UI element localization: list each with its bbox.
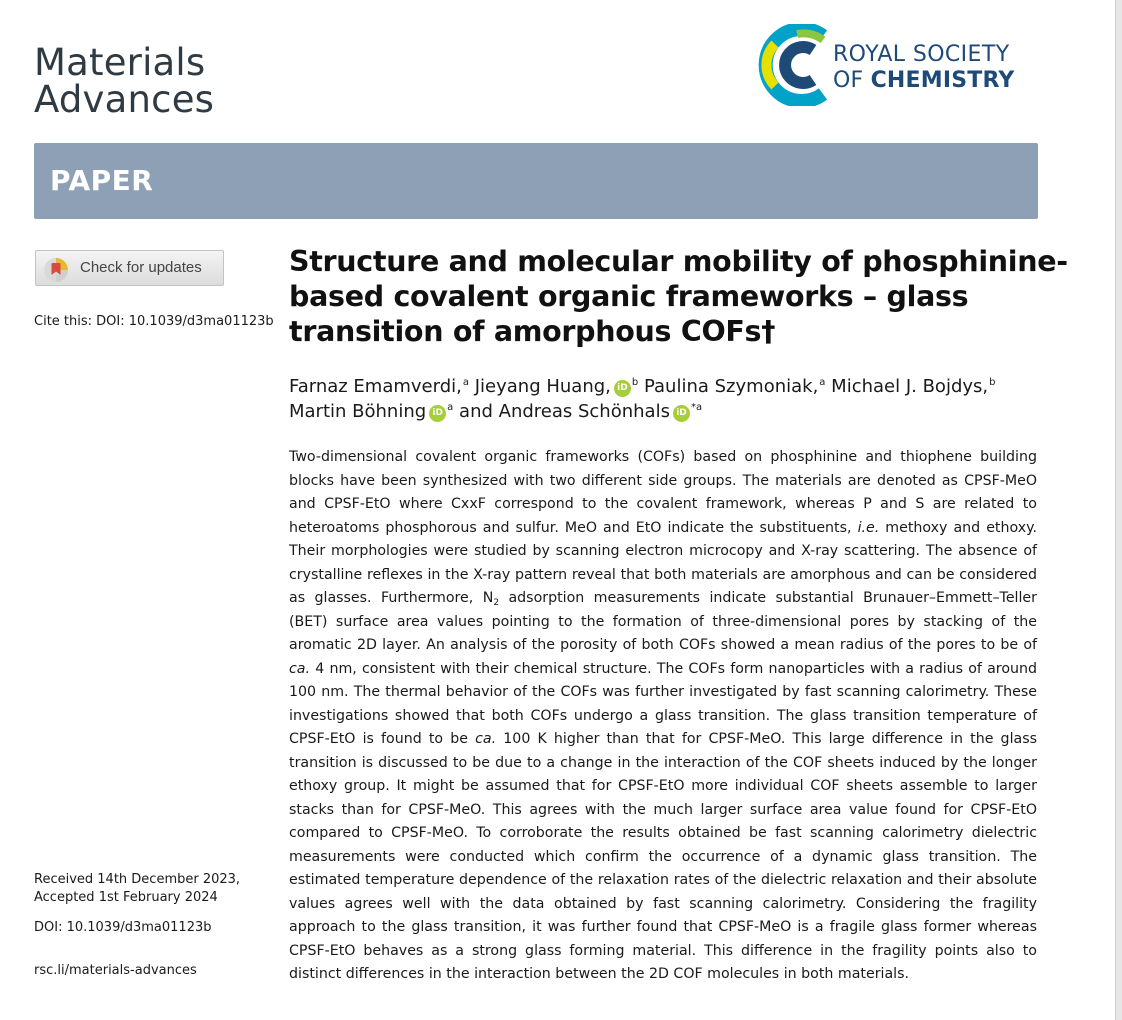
- received-dates: [34, 871, 240, 907]
- title-line: Structure and molecular mobility of phosphinine-: [289, 245, 1068, 278]
- abstract-line: estimated temperature dependence of the relaxation rates of the dielectric relaxation and their absolute: [289, 872, 1037, 888]
- abstract-line: stacks than for CPSF-MeO. This agrees with the much larger surface area value found for CPSF-EtO: [289, 801, 1037, 818]
- rsc-logo-icon: [757, 24, 833, 106]
- abstract-line: crystalline reflexes in the X-ray pattern reveal that both materials are amorphous and can be considered: [289, 566, 1037, 583]
- cite-label: Cite this:: [34, 314, 93, 329]
- abstract-line: compared to CPSF-MeO. To corroborate the results obtained be fast scanning calorimetry dielectric: [289, 825, 1037, 841]
- orcid-icon[interactable]: iD: [673, 405, 690, 422]
- abstract-line: investigations showed that both COFs undergo a glass transition. The glass transition temperature of: [289, 707, 1037, 724]
- citation: [34, 314, 274, 329]
- author-name[interactable]: and Andreas Schönhals: [459, 401, 670, 422]
- journal-name: [34, 41, 215, 121]
- author-affiliation: a: [819, 377, 826, 388]
- rsc-logo[interactable]: [757, 24, 1042, 106]
- abstract-line: ca. 4 nm, consistent with their chemical structure. The COFs form nanoparticles with a radius of around: [289, 660, 1037, 677]
- author-affiliation: a: [462, 377, 469, 388]
- orcid-icon[interactable]: iD: [429, 405, 446, 422]
- author-affiliation: b: [631, 377, 639, 388]
- author-name[interactable]: Martin Böhning: [289, 401, 427, 422]
- author-line: [289, 370, 1049, 395]
- cite-doi[interactable]: DOI: 10.1039/d3ma01123b: [96, 314, 274, 329]
- article-type-label: PAPER: [50, 164, 154, 197]
- abstract-line: CPSF-EtO behaves as a strong glass forming material. This difference in the fragility points also to: [289, 942, 1037, 959]
- page-edge: [1116, 0, 1122, 1020]
- journal-name-line2: Advances: [34, 78, 215, 121]
- rsc-logo-line2: [833, 69, 1015, 93]
- abstract: [289, 446, 1037, 987]
- abstract-line: blocks have been synthesized with two different side groups. The materials are denoted as CPSF-MeO: [289, 472, 1037, 489]
- abstract-line: transition is discussed to be due to a change in the interaction of the COF sheets induced by the longer: [289, 754, 1037, 771]
- title-line: transition of amorphous COFs†: [289, 315, 776, 348]
- journal-name-line1: Materials: [34, 41, 206, 84]
- abstract-line: distinct differences in the interaction between the 2D COF molecules in both materials.: [289, 966, 910, 982]
- title-line: based covalent organic frameworks – glass: [289, 280, 969, 313]
- check-for-updates-label: Check for updates: [80, 259, 202, 276]
- check-for-updates-button[interactable]: [35, 250, 224, 286]
- author-line: [289, 395, 1049, 420]
- abstract-line: Their morphologies were studied by scanning electron microcopy and X-ray scattering. The absence of: [289, 543, 1037, 559]
- article-type-banner: [34, 143, 1038, 219]
- author-name[interactable]: Jieyang Huang,: [474, 376, 611, 397]
- abstract-line: measurements were conducted which confirm the occurrence of a dynamic glass transition. The: [289, 848, 1037, 865]
- abstract-line: aromatic 2D layer. An analysis of the porosity of both COFs showed a mean radius of the pores to be of: [289, 637, 1037, 653]
- abstract-line: ethoxy group. It might be assumed that for CPSF-EtO more individual COF sheets assemble to larger: [289, 778, 1037, 794]
- author-affiliation: a: [447, 402, 454, 413]
- abstract-line: (BET) surface area values pointing to the formation of three-dimensional pores by stacking of the: [289, 613, 1037, 630]
- author-affiliation: b: [989, 377, 996, 388]
- abstract-line: approach to the glass transition, it was further found that CPSF-MeO is a fragile glass former whereas: [289, 919, 1037, 935]
- orcid-icon[interactable]: iD: [614, 380, 631, 397]
- abstract-line: values agrees well with the data obtained by fast scanning calorimetry. Considering the fragility: [289, 895, 1037, 912]
- accepted-date: Accepted 1st February 2024: [34, 890, 218, 905]
- abstract-line: Two-dimensional covalent organic frameworks (COFs) based on phosphinine and thiophene building: [289, 449, 1037, 465]
- abstract-line: and CPSF-EtO where CxxF correspond to the covalent framework, whereas P and S are related to: [289, 496, 1037, 512]
- article-title: [289, 244, 1068, 349]
- crossmark-icon: [43, 257, 69, 287]
- author-name[interactable]: Paulina Szymoniak,: [643, 376, 819, 397]
- author-list: [289, 370, 1049, 420]
- abstract-line: 100 nm. The thermal behavior of the COFs was further investigated by fast scanning calorimetry. These: [289, 684, 1037, 700]
- abstract-line: as glasses. Furthermore, $N_2$ adsorption measurements indicate substantial Brunauer–Emmett–Teller: [289, 590, 1037, 608]
- author-name[interactable]: Michael J. Bojdys,: [831, 376, 989, 397]
- abstract-line: heteroatoms phosphorous and sulfur. MeO and EtO indicate the substituents, i.e. methoxy and ethoxy.: [289, 519, 1037, 536]
- rsc-logo-line2-prefix: OF: [833, 68, 871, 93]
- rsc-logo-line2-bold: CHEMISTRY: [870, 68, 1015, 93]
- author-name[interactable]: Farnaz Emamverdi,: [289, 376, 462, 397]
- journal-link[interactable]: rsc.li/materials-advances: [34, 963, 197, 978]
- abstract-line: CPSF-EtO is found to be ca. 100 K higher than that for CPSF-MeO. This large difference in the glass: [289, 731, 1037, 747]
- doi[interactable]: DOI: 10.1039/d3ma01123b: [34, 920, 212, 935]
- author-affiliation: *a: [690, 402, 703, 413]
- rsc-logo-line1: ROYAL SOCIETY: [833, 42, 1010, 67]
- received-date: Received 14th December 2023,: [34, 872, 241, 887]
